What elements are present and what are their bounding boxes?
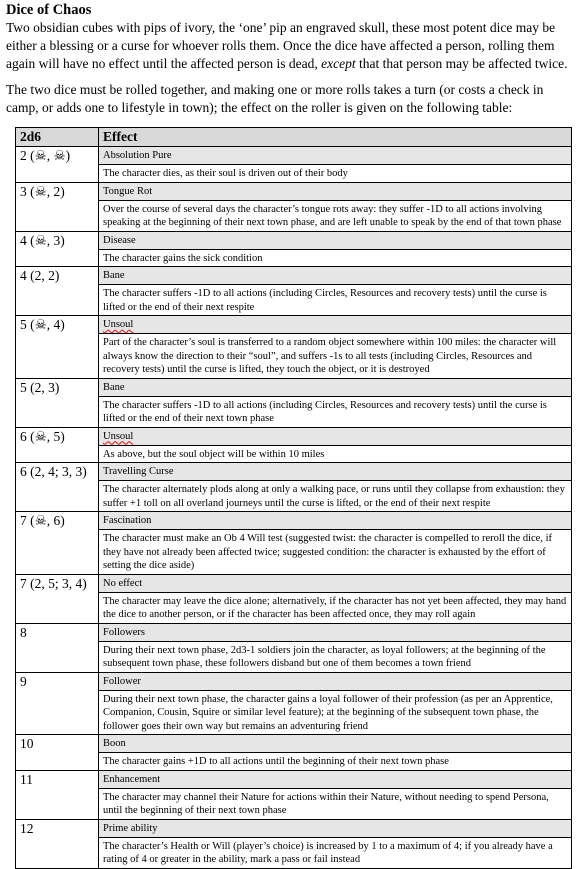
table-row: [16, 770, 572, 788]
effect-description: The character must make an Ob 4 Will test (suggested twist: the character is compelled to reroll the dice, if they have not already been affected twice; suggested condition: the character is exhausted by the effort of setting the dice aside): [99, 530, 572, 575]
effect-name-text: Prime ability: [103, 822, 158, 834]
effect-name: [99, 231, 572, 249]
roll-cell: 8: [16, 623, 99, 672]
effect-name-text: Followers: [103, 626, 145, 638]
effect-name-text: Travelling Curse: [103, 466, 174, 477]
roll-cell: 4 (2, 2): [16, 267, 99, 316]
effect-name-text: Enhancement: [103, 773, 161, 785]
effect-name: [99, 735, 572, 753]
effect-name-text: Unsoul: [103, 430, 134, 442]
effect-name: [99, 512, 572, 530]
roll-cell: 4 (☠, 3): [16, 231, 99, 267]
effect-name-text: No effect: [103, 577, 143, 589]
effect-name-text: Disease: [103, 234, 136, 246]
table-row: [16, 463, 572, 481]
effect-name: [99, 182, 572, 200]
table-row: [16, 574, 572, 592]
table-row: [16, 147, 572, 165]
effect-name: [99, 316, 572, 334]
document-page: [0, 2, 581, 864]
effect-description: The character alternately plods along at only a walking pace, or runs until they collapse from exhaustion: they suffer +1 toll on all overland journeys until the curse is lifted, or the end of their next respite: [99, 481, 572, 512]
effect-description: The character dies, as their soul is driven out of their body: [99, 165, 572, 183]
effect-description: During their next town phase, the character gains a loyal follower of their profession (as per an Apprentice, Companion, Cousin, Squire or similar level feature); at the beginning of the subsequent town phase, the follower goes their own way but remains an adventuring friend: [99, 690, 572, 735]
effect-name: [99, 770, 572, 788]
table-row: [16, 623, 572, 641]
table-row: [16, 735, 572, 753]
effects-table: [15, 127, 572, 869]
effect-description: The character’s Health or Will (player’s choice) is increased by 1 to a maximum of 4; if you already have a rating of 4 or greater in the ability, mark a pass or fail instead: [99, 837, 572, 868]
effect-name-text: Unsoul: [103, 319, 134, 330]
rules-paragraph: The two dice must be rolled together, and making one or more rolls takes a turn (or costs a check in camp, or adds one to lifestyle in town); the effect on the roller is given on the following table:: [6, 82, 544, 115]
effect-description: As above, but the soul object will be within 10 miles: [99, 445, 572, 463]
effect-name: [99, 623, 572, 641]
table-row-detail: [16, 200, 572, 231]
effect-name-text: Absolution Pure: [103, 150, 172, 161]
table-row: [16, 512, 572, 530]
table-row-detail: [16, 788, 572, 819]
effect-name: [99, 427, 572, 445]
intro-paragraph: [6, 19, 575, 73]
intro-text-a: Two obsidian cubes with pips of ivory, the ‘one’ pip an engraved skull, these most potent dice may be either a blessing or a curse for whoever rolls them. Once the dice have affected a person, rolling them again will have no effect until the affected person is dead,: [6, 20, 556, 71]
effect-description: The character may leave the dice alone; alternatively, if the character has not yet been affected, they may hand the dice to another person, or if the character has been affected once, they may roll again: [99, 592, 572, 623]
table-header-row: [16, 128, 572, 147]
table-row: [16, 672, 572, 690]
table-row: [16, 378, 572, 396]
table-row-detail: [16, 165, 572, 183]
table-row-detail: [16, 396, 572, 427]
effect-name-text: Boon: [103, 738, 126, 749]
effect-name: [99, 463, 572, 481]
table-row: [16, 231, 572, 249]
table-row-detail: [16, 837, 572, 868]
effect-description: The character gains the sick condition: [99, 249, 572, 267]
table-row-detail: [16, 530, 572, 575]
effect-description: The character suffers -1D to all actions (including Circles, Resources and recovery tests) until the curse is lifted or the end of their next town phase: [99, 396, 572, 427]
effect-description: The character gains +1D to all actions until the beginning of their next town phase: [99, 753, 572, 771]
table-row: [16, 427, 572, 445]
table-row: [16, 182, 572, 200]
effect-name-text: Tongue Rot: [103, 185, 153, 197]
table-row-detail: [16, 481, 572, 512]
table-row-detail: [16, 592, 572, 623]
roll-cell: 9: [16, 672, 99, 735]
effect-name-text: Bane: [103, 270, 125, 281]
table-row: [16, 316, 572, 334]
roll-cell: 7 (☠, 6): [16, 512, 99, 575]
effect-name-text: Fascination: [103, 515, 152, 526]
table-row-detail: [16, 285, 572, 316]
effect-description: Over the course of several days the character’s tongue rots away: they suffer -1D to all actions involving speaking at the beginning of their next town phase, and are left unable to speak by the end of that town phase: [99, 200, 572, 231]
effect-name: [99, 378, 572, 396]
effect-description: The character suffers -1D to all actions (including Circles, Resources and recovery tests) until the curse is lifted or the end of their next respite: [99, 285, 572, 316]
header-effect: Effect: [99, 128, 572, 147]
effect-description: Part of the character’s soul is transferred to a random object somewhere within 100 miles: the character will always know the direction to their “soul”, and suffers -1s to all tests (including Circles, Resources and recovery tests) until the curse is lifted, they touch the object, or it is destroyed: [99, 334, 572, 379]
document-title: Dice of Chaos: [6, 2, 92, 18]
roll-cell: 6 (2, 4; 3, 3): [16, 463, 99, 512]
roll-cell: 10: [16, 735, 99, 771]
intro-emphasis: except: [321, 56, 356, 71]
effect-name: [99, 819, 572, 837]
roll-cell: 5 (2, 3): [16, 378, 99, 427]
effect-name-text: Follower: [103, 675, 141, 687]
effect-name: [99, 267, 572, 285]
effect-name: [99, 574, 572, 592]
table-row-detail: [16, 641, 572, 672]
header-roll: 2d6: [16, 128, 99, 147]
roll-cell: 5 (☠, 4): [16, 316, 99, 379]
effect-name: [99, 672, 572, 690]
effect-name-text: Bane: [103, 381, 125, 393]
roll-cell: 12: [16, 819, 99, 868]
effect-description: During their next town phase, 2d3-1 soldiers join the character, as loyal followers; at the beginning of the subsequent town phase, these followers disband but one of them becomes a town friend: [99, 641, 572, 672]
effect-description: The character may channel their Nature for actions within their Nature, without needing to spend Persona, until the beginning of their next town phase: [99, 788, 572, 819]
table-row-detail: [16, 753, 572, 771]
intro-text-b: that that person may be affected twice.: [355, 56, 568, 71]
table-row: [16, 819, 572, 837]
effect-name: [99, 147, 572, 165]
roll-cell: 7 (2, 5; 3, 4): [16, 574, 99, 623]
table-row: [16, 267, 572, 285]
roll-cell: 6 (☠, 5): [16, 427, 99, 463]
roll-cell: 11: [16, 770, 99, 819]
table-row-detail: [16, 445, 572, 463]
roll-cell: 3 (☠, 2): [16, 182, 99, 231]
table-row-detail: [16, 334, 572, 379]
table-row-detail: [16, 690, 572, 735]
table-row-detail: [16, 249, 572, 267]
roll-cell: 2 (☠, ☠): [16, 147, 99, 183]
